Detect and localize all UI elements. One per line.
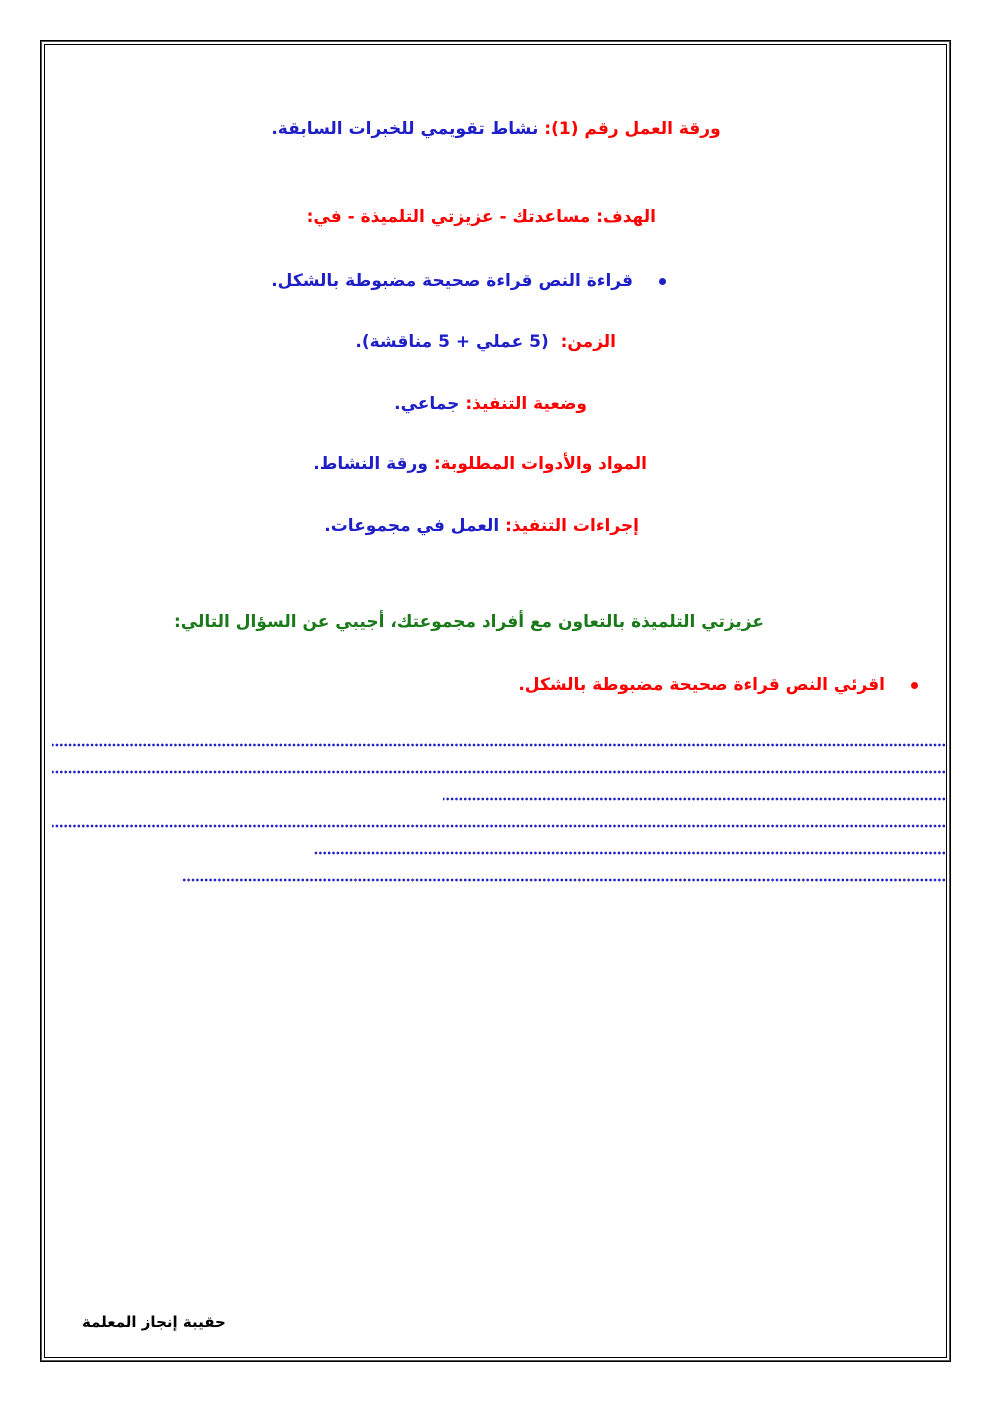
materials-label: المواد والأدوات المطلوبة: xyxy=(433,454,647,474)
goal-heading: الهدف: مساعدتك - عزيزتي التلميذة - في: xyxy=(306,207,656,227)
materials-row xyxy=(313,453,647,475)
answer-line-4[interactable] xyxy=(52,824,946,828)
time-row xyxy=(355,331,616,353)
mode-row xyxy=(394,393,587,415)
procedure-row xyxy=(324,515,639,537)
title-text: نشاط تقويمي للخبرات السابقة. xyxy=(271,119,539,139)
goal-bullet-item xyxy=(271,270,666,292)
answer-line-3[interactable] xyxy=(443,797,946,801)
materials-value: ورقة النشاط. xyxy=(313,454,428,474)
instruction-text: عزيزتي التلميذة بالتعاون مع أفراد مجموعتك، أجيبي عن السؤال التالي: xyxy=(173,612,764,632)
answer-line-2[interactable] xyxy=(52,770,946,774)
answer-line-1[interactable] xyxy=(52,743,946,747)
title-label: ورقة العمل رقم (1): xyxy=(544,119,721,139)
bullet-icon xyxy=(659,278,666,285)
time-value: (5 عملي + 5 مناقشة). xyxy=(355,332,549,352)
procedure-value: العمل في مجموعات. xyxy=(324,516,500,536)
goal-bullet-text: قراءة النص قراءة صحيحة مضبوطة بالشكل. xyxy=(271,271,633,291)
mode-value: جماعي. xyxy=(394,394,460,414)
time-label: الزمن: xyxy=(560,332,616,352)
task-bullet-item xyxy=(518,674,918,696)
answer-line-5[interactable] xyxy=(313,851,946,855)
bullet-icon xyxy=(911,682,918,689)
mode-label: وضعية التنفيذ: xyxy=(465,394,587,414)
footer-text: حقيبة إنجاز المعلمة xyxy=(82,1313,226,1331)
task-text: اقرئي النص قراءة صحيحة مضبوطة بالشكل. xyxy=(518,675,885,695)
answer-line-6[interactable] xyxy=(181,878,946,882)
page-border-inner xyxy=(44,44,947,1358)
worksheet-title xyxy=(0,118,992,140)
procedure-label: إجراءات التنفيذ: xyxy=(505,516,639,536)
